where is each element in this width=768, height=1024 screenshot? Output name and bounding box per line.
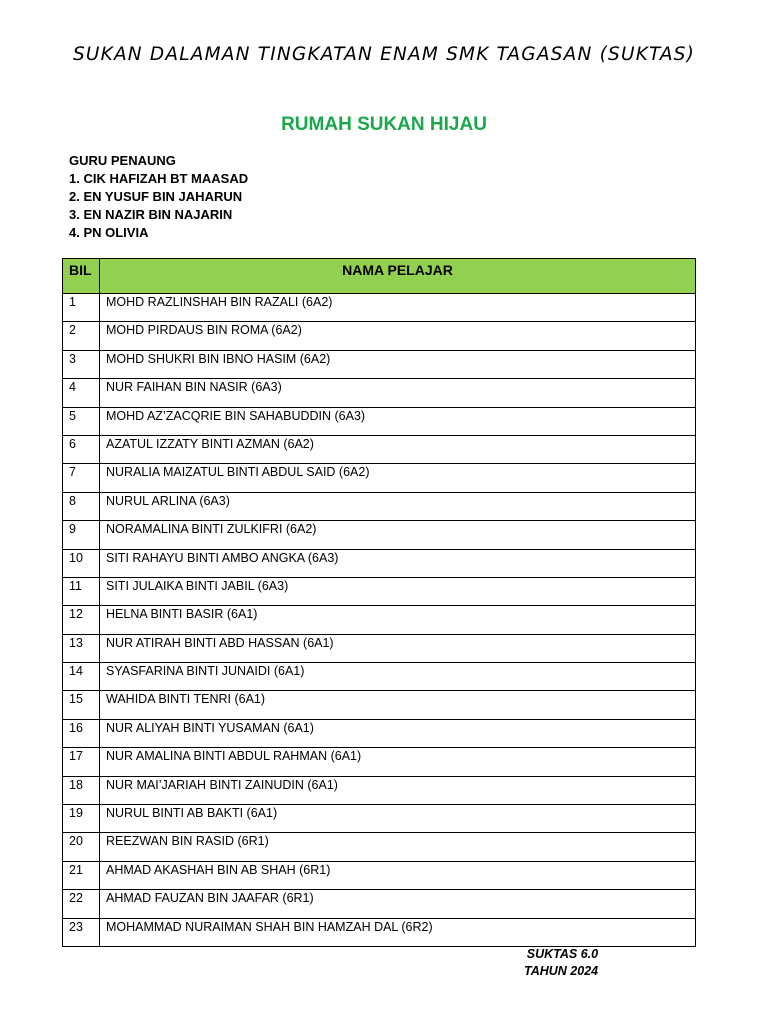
- row-number: 8: [63, 492, 100, 520]
- student-name: AZATUL IZZATY BINTI AZMAN (6A2): [100, 435, 696, 463]
- student-name: NUR MAI’JARIAH BINTI ZAINUDIN (6A1): [100, 776, 696, 804]
- teachers-section: [69, 152, 248, 242]
- student-name: SYASFARINA BINTI JUNAIDI (6A1): [100, 663, 696, 691]
- student-name: MOHAMMAD NURAIMAN SHAH BIN HAMZAH DAL (6R2): [100, 918, 696, 946]
- student-name: NUR FAIHAN BIN NASIR (6A3): [100, 379, 696, 407]
- row-number: 14: [63, 663, 100, 691]
- student-name: HELNA BINTI BASIR (6A1): [100, 606, 696, 634]
- table-row: [63, 350, 696, 378]
- student-name: NORAMALINA BINTI ZULKIFRI (6A2): [100, 521, 696, 549]
- row-number: 12: [63, 606, 100, 634]
- student-name: AHMAD AKASHAH BIN AB SHAH (6R1): [100, 861, 696, 889]
- table-row: [63, 521, 696, 549]
- row-number: 1: [63, 294, 100, 322]
- student-name: REEZWAN BIN RASID (6R1): [100, 833, 696, 861]
- row-number: 19: [63, 805, 100, 833]
- row-number: 18: [63, 776, 100, 804]
- student-name: MOHD AZ’ZACQRIE BIN SAHABUDDIN (6A3): [100, 407, 696, 435]
- student-name: NURALIA MAIZATUL BINTI ABDUL SAID (6A2): [100, 464, 696, 492]
- row-number: 7: [63, 464, 100, 492]
- table-header-row: [63, 259, 696, 294]
- row-number: 11: [63, 577, 100, 605]
- footer-edition: SUKTAS 6.0: [526, 947, 599, 961]
- student-name: SITI JULAIKA BINTI JABIL (6A3): [100, 577, 696, 605]
- student-name: NUR ALIYAH BINTI YUSAMAN (6A1): [100, 719, 696, 747]
- table-body: [63, 294, 696, 947]
- table-row: [63, 719, 696, 747]
- row-number: 16: [63, 719, 100, 747]
- table-row: [63, 294, 696, 322]
- row-number: 21: [63, 861, 100, 889]
- teacher-item: 1. CIK HAFIZAH BT MAASAD: [69, 171, 249, 186]
- house-title: RUMAH SUKAN HIJAU: [281, 114, 487, 135]
- footer-year: TAHUN 2024: [524, 964, 599, 978]
- teachers-heading: GURU PENAUNG: [69, 153, 176, 168]
- table-row: [63, 464, 696, 492]
- row-number: 22: [63, 890, 100, 918]
- table-row: [63, 407, 696, 435]
- table-row: [63, 492, 696, 520]
- table-row: [63, 435, 696, 463]
- table-row: [63, 606, 696, 634]
- table-row: [63, 634, 696, 662]
- student-roster-table: [62, 258, 696, 947]
- row-number: 3: [63, 350, 100, 378]
- student-name: MOHD SHUKRI BIN IBNO HASIM (6A2): [100, 350, 696, 378]
- row-number: 23: [63, 918, 100, 946]
- student-name: MOHD PIRDAUS BIN ROMA (6A2): [100, 322, 696, 350]
- event-title: SUKAN DALAMAN TINGKATAN ENAM SMK TAGASAN (SUKTAS): [72, 44, 696, 65]
- table-row: [63, 918, 696, 946]
- row-number: 15: [63, 691, 100, 719]
- row-number: 17: [63, 748, 100, 776]
- student-name: SITI RAHAYU BINTI AMBO ANGKA (6A3): [100, 549, 696, 577]
- row-number: 5: [63, 407, 100, 435]
- row-number: 6: [63, 435, 100, 463]
- table-row: [63, 748, 696, 776]
- footer: [524, 946, 598, 980]
- row-number: 4: [63, 379, 100, 407]
- teacher-item: 3. EN NAZIR BIN NAJARIN: [69, 207, 233, 222]
- header-nama-pelajar: NAMA PELAJAR: [100, 259, 696, 294]
- student-name: MOHD RAZLINSHAH BIN RAZALI (6A2): [100, 294, 696, 322]
- table-row: [63, 890, 696, 918]
- student-name: NURUL BINTI AB BAKTI (6A1): [100, 805, 696, 833]
- teacher-item: 2. EN YUSUF BIN JAHARUN: [69, 189, 243, 204]
- table-row: [63, 861, 696, 889]
- student-name: NUR ATIRAH BINTI ABD HASSAN (6A1): [100, 634, 696, 662]
- table-row: [63, 379, 696, 407]
- row-number: 20: [63, 833, 100, 861]
- table-row: [63, 805, 696, 833]
- student-name: NURUL ARLINA (6A3): [100, 492, 696, 520]
- table-row: [63, 663, 696, 691]
- table-row: [63, 833, 696, 861]
- student-name: WAHIDA BINTI TENRI (6A1): [100, 691, 696, 719]
- header-bil: BIL: [63, 259, 100, 294]
- table-row: [63, 577, 696, 605]
- table-row: [63, 691, 696, 719]
- table-row: [63, 322, 696, 350]
- row-number: 10: [63, 549, 100, 577]
- row-number: 9: [63, 521, 100, 549]
- table-row: [63, 776, 696, 804]
- student-name: NUR AMALINA BINTI ABDUL RAHMAN (6A1): [100, 748, 696, 776]
- student-name: AHMAD FAUZAN BIN JAAFAR (6R1): [100, 890, 696, 918]
- row-number: 2: [63, 322, 100, 350]
- teacher-item: 4. PN OLIVIA: [69, 225, 149, 240]
- row-number: 13: [63, 634, 100, 662]
- table-row: [63, 549, 696, 577]
